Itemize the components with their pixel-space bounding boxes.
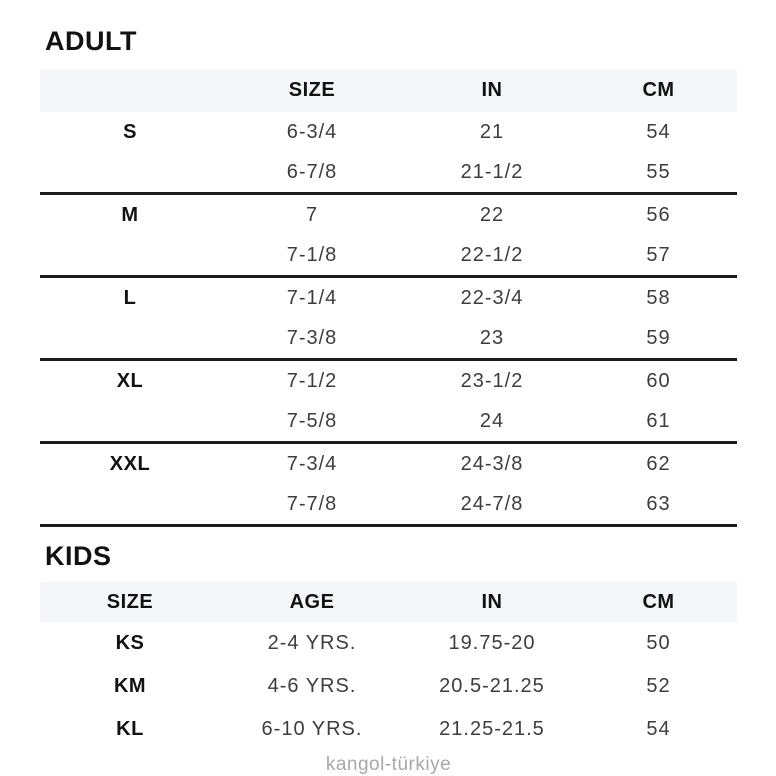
cell-cm: 63 [646,492,671,515]
cell-cm: 50 [646,632,671,654]
kids-table-body [40,622,737,751]
cell-age: 2-4 YRS. [267,632,357,654]
row-label: KM [113,675,147,697]
table-row [40,195,737,235]
cell-cm: 55 [646,160,671,183]
row-label: L [123,286,137,309]
cell-in: 20.5-21.25 [439,675,545,697]
cell-size: 6-3/4 [286,120,338,143]
row-label: KS [115,632,145,654]
cell-size: 7-1/8 [286,243,338,266]
cell-cm: 58 [646,286,671,309]
cell-size: 7-1/2 [286,369,338,392]
kids-header-age: AGE [289,590,335,613]
adult-size-table [40,69,737,527]
cell-in: 22 [479,203,505,226]
cell-in: 24-3/8 [460,452,524,475]
table-row [40,278,737,318]
table-row [40,361,737,401]
cell-in: 23-1/2 [460,369,524,392]
cell-size: 7 [305,203,319,226]
table-row [40,484,737,524]
row-label: XL [116,369,144,392]
adult-header-cm: CM [642,79,675,101]
table-row [40,665,737,708]
row-label: M [121,203,139,226]
table-row [40,112,737,152]
cell-size: 6-7/8 [286,160,338,183]
adult-group-xxl [40,444,737,527]
cell-in: 21 [479,120,505,143]
kids-table-header-row [40,582,737,622]
adult-group-s [40,112,737,195]
cell-in: 22-3/4 [460,286,524,309]
table-row [40,152,737,192]
cell-in: 24-7/8 [460,492,524,515]
cell-in: 24 [479,409,505,432]
kids-header-in: IN [481,590,503,613]
row-label: XXL [109,452,151,475]
adult-group-xl [40,361,737,444]
cell-in: 21.25-21.5 [439,718,545,740]
table-row [40,708,737,751]
cell-cm: 59 [646,326,671,349]
kids-section-title: KIDS [45,541,112,571]
brand-watermark: kangol-türkiye [325,754,452,775]
cell-size: 7-1/4 [286,286,338,309]
cell-cm: 56 [646,203,671,226]
cell-in: 21-1/2 [460,160,524,183]
cell-cm: 61 [646,409,671,432]
cell-cm: 52 [646,675,671,697]
cell-size: 7-3/4 [286,452,338,475]
table-row [40,401,737,441]
cell-in: 23 [479,326,505,349]
cell-in: 22-1/2 [460,243,524,266]
table-row [40,235,737,275]
cell-cm: 62 [646,452,671,475]
adult-group-m [40,195,737,278]
cell-size: 7-3/8 [286,326,338,349]
table-row [40,444,737,484]
table-row [40,622,737,665]
kids-header-cm: CM [642,590,675,613]
cell-age: 4-6 YRS. [267,675,357,697]
row-label: KL [116,718,144,740]
adult-group-l [40,278,737,361]
kids-size-table [40,582,737,751]
cell-cm: 57 [646,243,671,266]
cell-in: 19.75-20 [448,632,536,654]
adult-section-title: ADULT [45,26,137,56]
cell-cm: 60 [646,369,671,392]
cell-cm: 54 [646,120,671,143]
row-label: S [123,120,137,143]
adult-header-size: SIZE [288,79,336,101]
cell-cm: 54 [646,718,671,740]
table-row [40,318,737,358]
cell-age: 6-10 YRS. [261,718,363,740]
cell-size: 7-7/8 [286,492,338,515]
adult-table-header-row [40,69,737,112]
kids-header-size: SIZE [106,590,154,613]
cell-size: 7-5/8 [286,409,338,432]
adult-header-in: IN [481,79,503,101]
